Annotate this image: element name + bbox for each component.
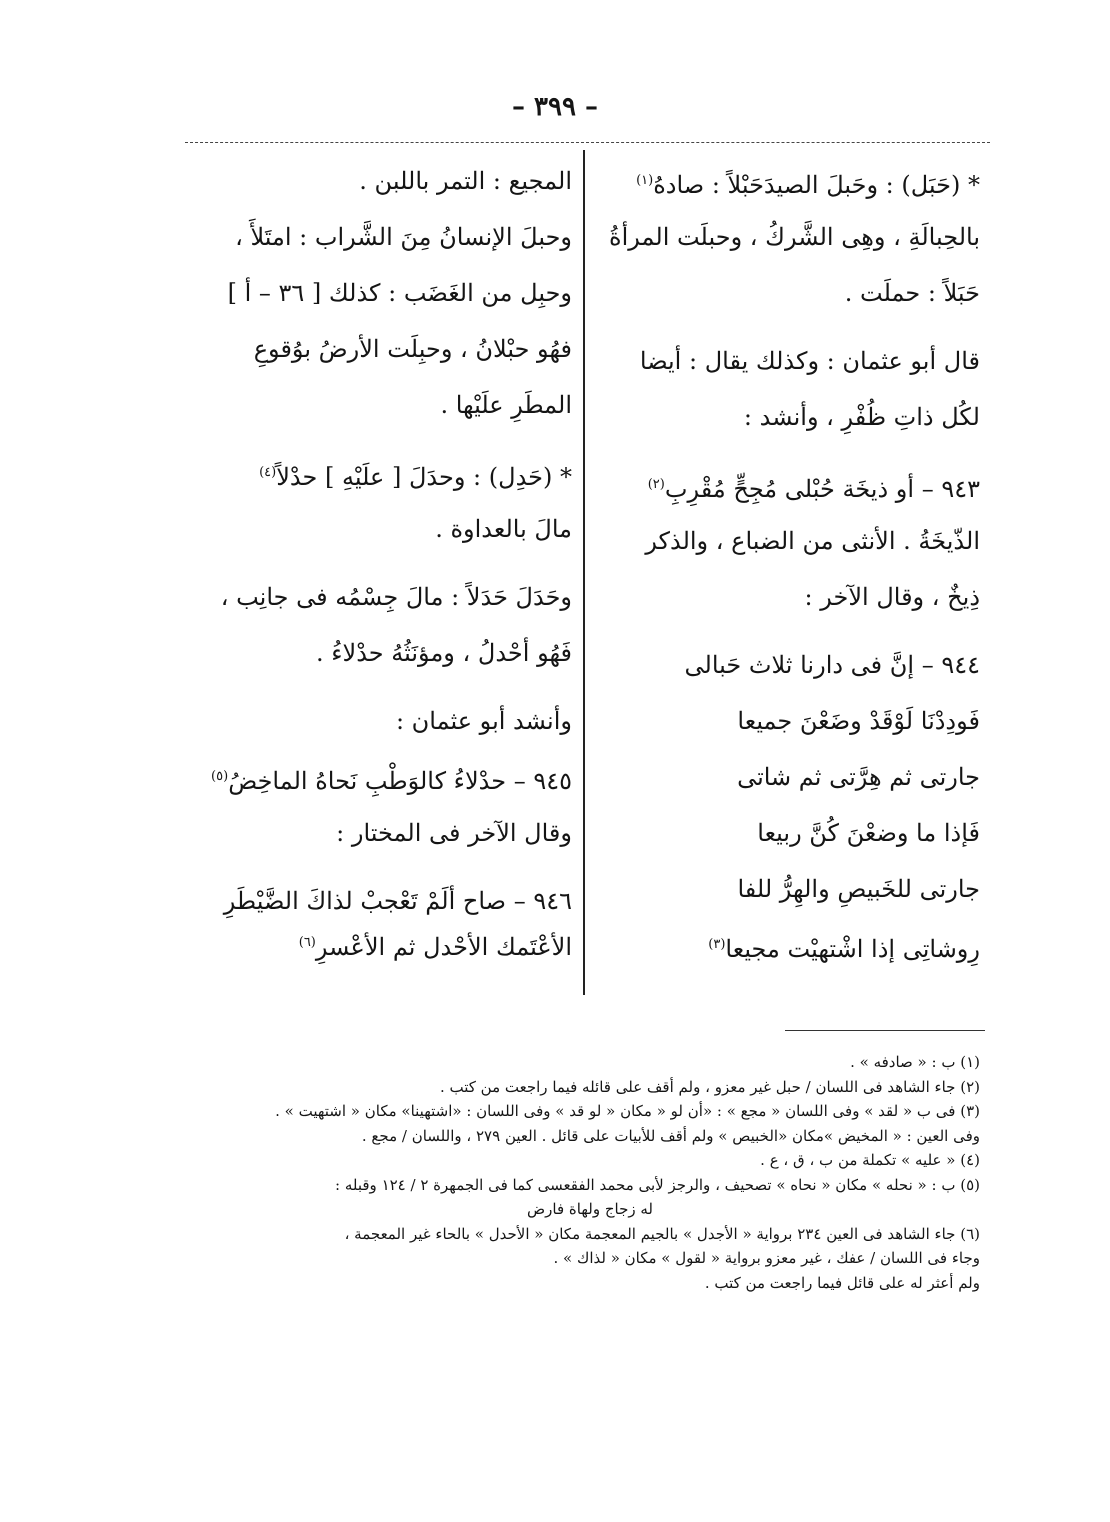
verse-line: رِوشاتِى إذا اشْتهيْت مجيعا$^{(٣)}$	[708, 935, 980, 963]
text-line: وقال الآخر فى المختار :	[336, 819, 572, 847]
text-line: وحَدَلَ حَدَلاً : مالَ جِسْمُه فى جانِب ،	[220, 583, 572, 611]
footnote: (٢) جاء الشاهد فى اللسان / حبل غير معزو ، ولم أقف على قائله فيما راجعت من كتب .	[439, 1077, 980, 1096]
text-line: فَهُو أحْدلُ ، ومؤنَثُهُ حدْلاءُ .	[315, 639, 572, 667]
footnote-marker: (٦)	[298, 935, 316, 950]
text-line: المجيع : التمر باللبن .	[359, 167, 572, 195]
footnote-divider	[785, 1030, 985, 1031]
text-line: بالحِبالَةِ ، وهِى الشَّركُ ، وحبلَت المرأةُ	[609, 223, 980, 251]
text-line: وحبِل من الغَضَب : كذلك [ ٣٦ – أ ]	[227, 279, 572, 307]
text-line: وحبلَ الإنسانُ مِنَ الشَّراب : امتَلأَ ،	[235, 223, 572, 251]
verse-line: ٩٤٦ – صاح ألَمْ تَعْجبْ لذاكَ الضَّيْطَرِ	[223, 887, 572, 915]
footnote-marker: (٤)	[259, 465, 277, 480]
verse-line: فَودِدْنَا لَوْقَدْ وضَعْنَ جميعا	[737, 707, 980, 735]
footnote: (٥) ب : « نحله » مكان « نحاه » تصحيف ، والرجز لأبى محمد الفقعسى كما فى الجمهرة ٢ / ١٢٤ وقبله :	[335, 1175, 980, 1194]
text-line: * (حَبَل) : وحَبلَ الصيدَحَبْلاً : صادهُ$^{(١)}$	[636, 171, 980, 199]
verse-line: ٩٤٣ – أو ذيخَة حُبْلى مُجِحٍّ مُقْرِبِ$^{(٢)}$	[647, 475, 980, 503]
left-column	[190, 160, 572, 964]
footnote-verse: له زجاج ولهاة فارض	[527, 1200, 653, 1218]
footnotes	[200, 1050, 980, 1295]
text-line: الذّيخَةُ . الأنثى من الضباع ، والذكر	[645, 527, 980, 555]
page-number: – ٣٩٩ –	[511, 92, 599, 122]
text-line: قال أبو عثمان : وكذلك يقال : أيضا	[639, 347, 980, 375]
verse-line: الأعْتَمك الأحْدل ثم الأعْسرِ$^{(٦)}$	[298, 933, 572, 961]
right-column	[600, 160, 980, 966]
text-line: فهُو حبْلانُ ، وحبِلَت الأرضُ بوُقوعِ	[253, 335, 572, 363]
footnote: (١) ب : « صادفه » .	[850, 1053, 980, 1071]
text-line: ذِيخٌ ، وقال الآخر :	[804, 583, 980, 611]
text-line: حَبَلاً : حملَت .	[844, 279, 980, 307]
header-divider	[185, 142, 990, 143]
verse-line: جارتى ثم هِرَّتى ثم شاتى	[737, 763, 980, 791]
footnote-marker: (٣)	[708, 937, 726, 952]
footnote: (٣) فى ب « لقد » وفى اللسان « مجع » : «أن لو « مكان « لو قد » وفى اللسان : «اشتهينا» مكان « اشتهيت » .	[275, 1102, 980, 1120]
footnote-marker: (٥)	[211, 769, 229, 784]
footnote: (٤) « عليه » تكملة من ب ، ق ، ع .	[760, 1151, 980, 1169]
text-line: لكُل ذاتِ ظُفْرِ ، وأنشد :	[743, 403, 980, 431]
footnote: (٦) جاء الشاهد فى العين ٢٣٤ برواية « الأجدل » بالجيم المعجمة مكان « الأحدل » بالحاء غير المعجمة ،	[344, 1224, 980, 1243]
verse-line: جارتى للخَبيصِ والهِرُّ للفا	[737, 875, 980, 903]
verse-line: فَإذا ما وضعْنَ كُنَّ ربيعا	[757, 819, 980, 847]
footnote: وفى العين : « المخيض »مكان «الخبيص » ولم أقف للأبيات على قائل . العين ٢٧٩ ، واللسان / مجع .	[361, 1126, 980, 1145]
footnote: وجاء فى اللسان / عفك ، غير معزو برواية « لقول » مكان « لذاك » .	[553, 1249, 980, 1267]
text-line: * (حَدِل) : وحدَلَ [ علَيْهِ ] حدْلاً$^{(٤)}$	[259, 463, 572, 491]
verse-line: ٩٤٥ – حدْلاءُ كالوَطْبِ نَحاهُ الماخِضُ$^{(٥)}$	[211, 767, 572, 795]
footnote-marker: (٢)	[647, 477, 665, 492]
text-line: المطَرِ علَيْها .	[440, 391, 572, 419]
verse-line: ٩٤٤ – إنَّ فى دارنا ثلاث حَبالى	[684, 651, 980, 679]
text-line: مالَ بالعداوة .	[435, 515, 572, 543]
text-line: وأنشد أبو عثمان :	[395, 707, 572, 735]
footnote: ولم أعثر له على قائل فيما راجعت من كتب .	[704, 1273, 980, 1292]
column-divider	[583, 150, 585, 995]
footnote-marker: (١)	[636, 173, 654, 188]
